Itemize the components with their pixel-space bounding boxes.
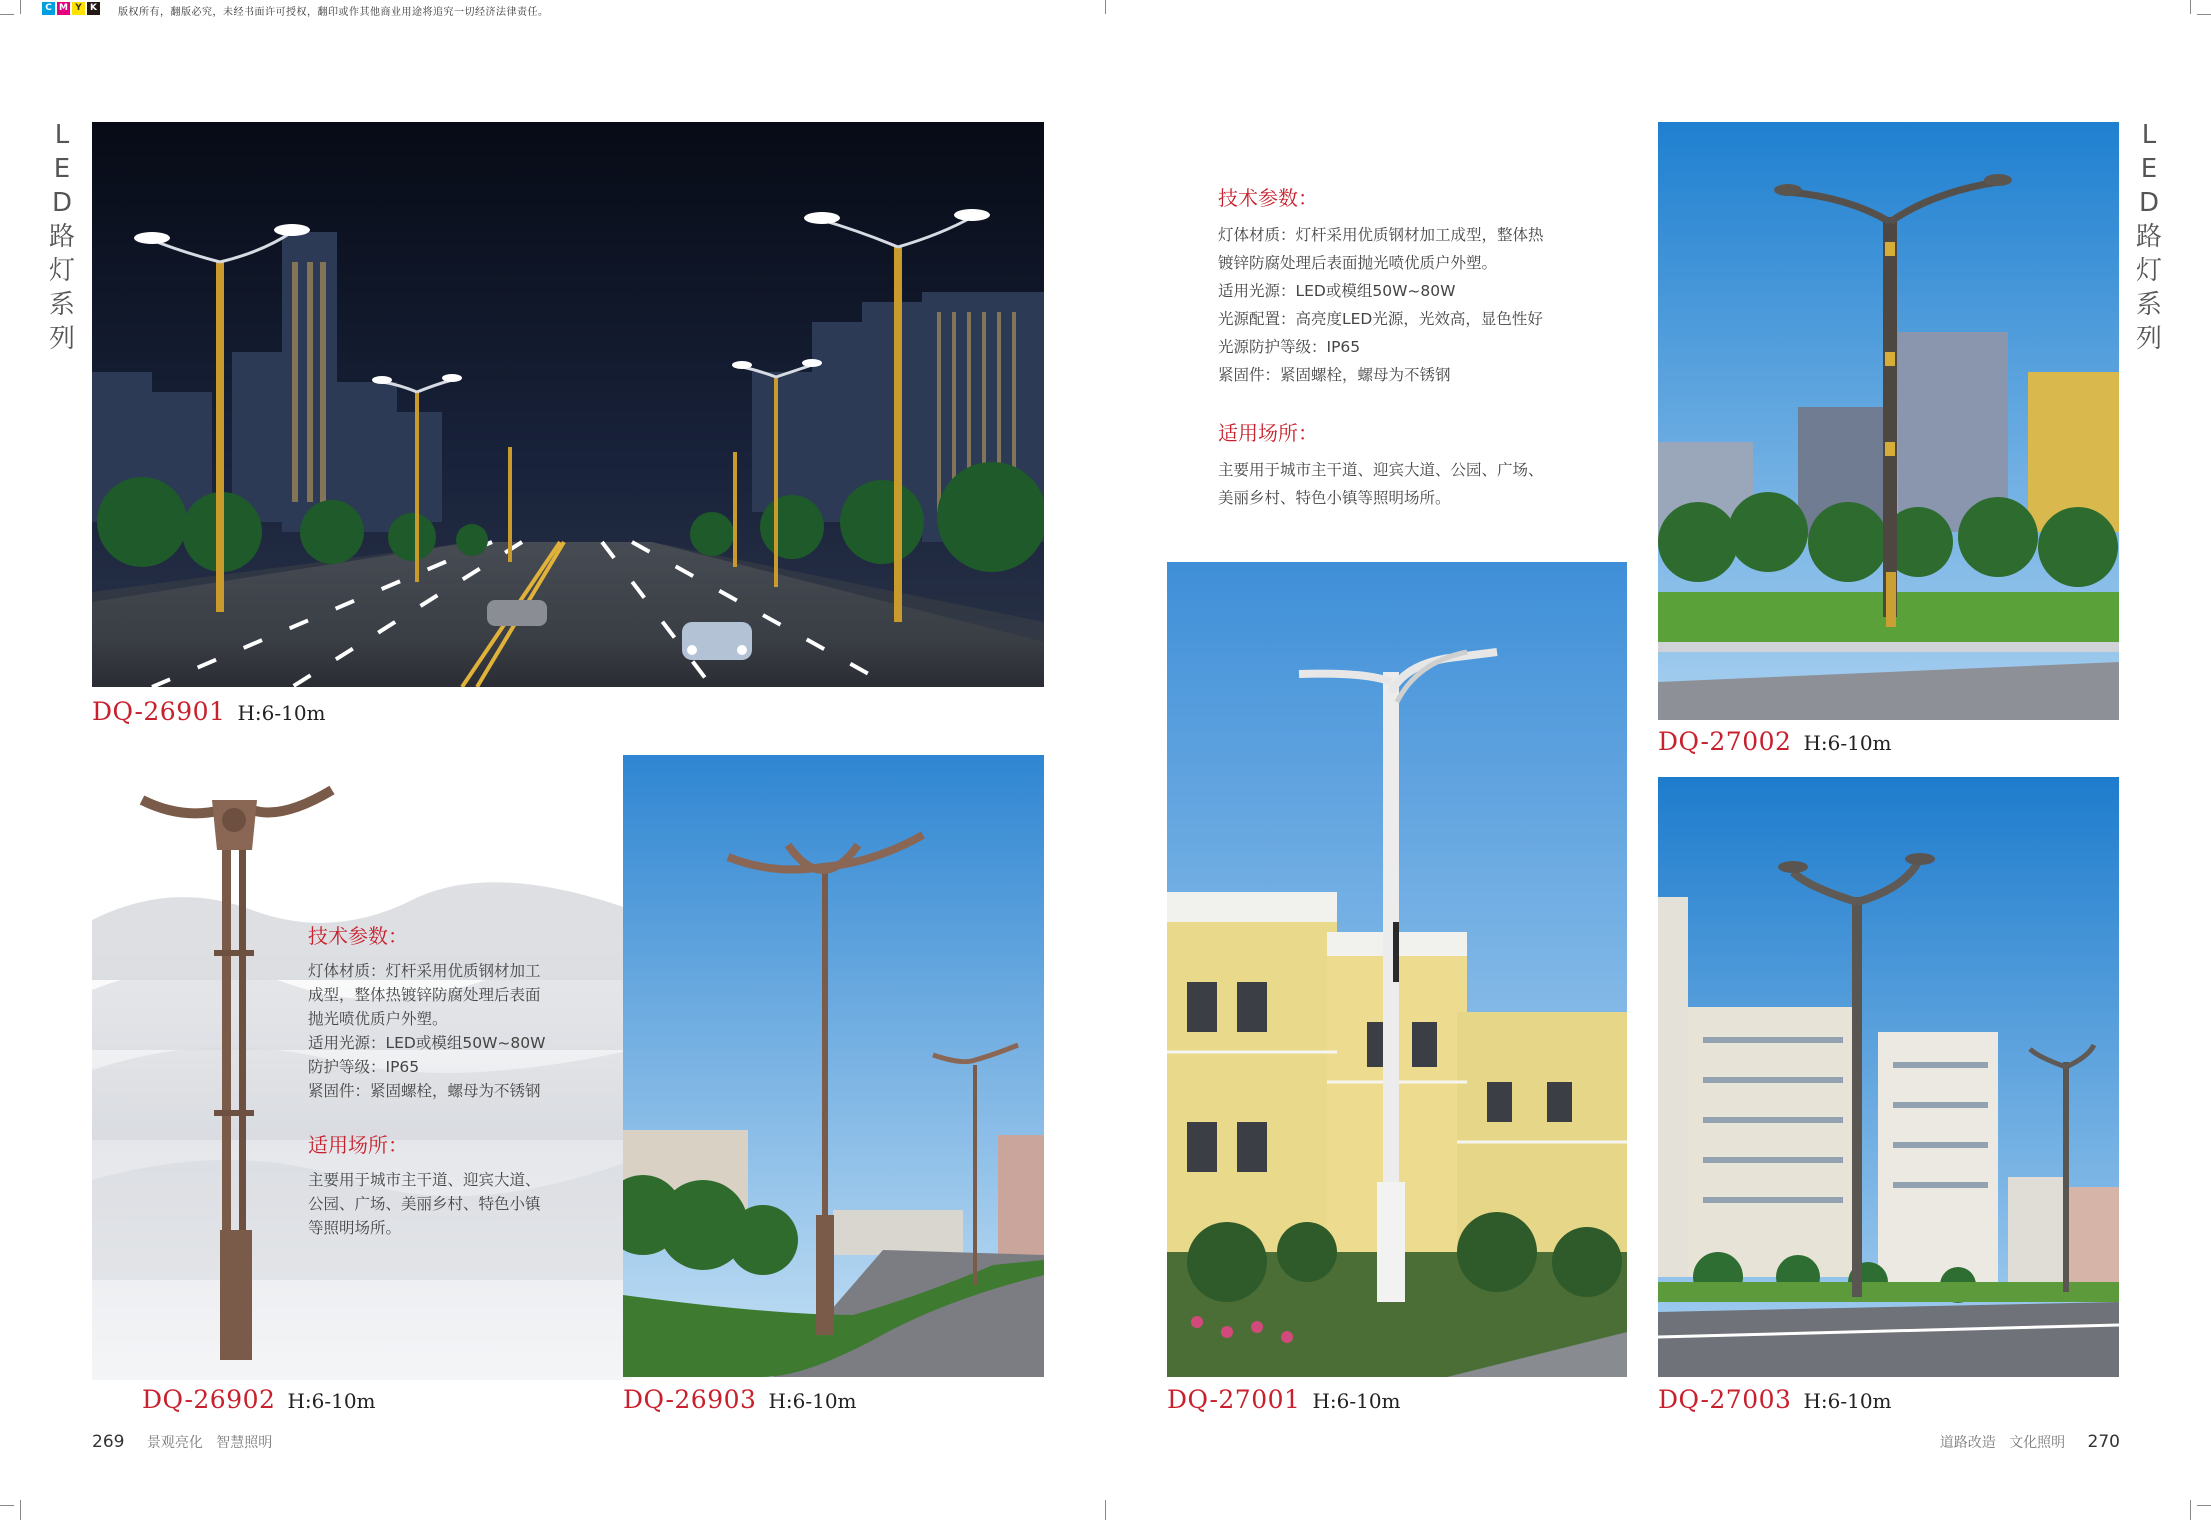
spec-block-left: [308, 920, 608, 1240]
footer-slogan: 景观亮化 智慧照明: [146, 1435, 273, 1451]
caption-dq-26902: [142, 1385, 376, 1414]
caption-dq-27001: [1167, 1385, 1401, 1414]
model-number: DQ-27001: [1167, 1385, 1301, 1414]
crop-mark: [2197, 14, 2211, 15]
spec-line: 灯体材质：灯杆采用优质钢材加工成型，整体热: [1218, 226, 1544, 244]
model-number: DQ-27002: [1658, 727, 1792, 756]
pole-height: H:6-10m: [287, 1389, 376, 1413]
photo-dq-27001: [1167, 562, 1627, 1377]
footer-left: [92, 1432, 272, 1452]
photo-dq-26903: [623, 755, 1044, 1377]
crop-mark: [0, 1505, 14, 1506]
spec-line: 适用光源：LED或模组50W~80W: [308, 1034, 546, 1052]
cmyk-y: Y: [72, 2, 85, 15]
crop-mark: [0, 14, 14, 15]
spec-line: 抛光喷优质户外塑。: [308, 1010, 448, 1028]
spec-line: 光源配置：高亮度LED光源，光效高，显色性好: [1218, 310, 1543, 328]
model-number: DQ-26901: [92, 697, 226, 726]
spec-line: 紧固件：紧固螺栓，螺母为不锈钢: [1218, 366, 1451, 384]
pole-height: H:6-10m: [1312, 1389, 1401, 1413]
spec-line: 灯体材质：灯杆采用优质钢材加工: [308, 962, 541, 980]
pole-height: H:6-10m: [1803, 1389, 1892, 1413]
tech-params-heading: 技术参数：: [308, 924, 408, 948]
footer-slogan: 道路改造 文化照明: [1939, 1435, 2066, 1451]
pole-height: H:6-10m: [768, 1389, 857, 1413]
page-number: 270: [2087, 1432, 2120, 1452]
usage-line: 公园、广场、美丽乡村、特色小镇: [308, 1195, 541, 1213]
spec-block-right: [1218, 182, 1638, 512]
model-number: DQ-27003: [1658, 1385, 1792, 1414]
caption-dq-27002: [1658, 727, 1892, 756]
usage-line: 等照明场所。: [308, 1219, 402, 1237]
spec-line: 光源防护等级：IP65: [1218, 338, 1361, 356]
caption-dq-27003: [1658, 1385, 1892, 1414]
series-title-left: LED路灯系列: [48, 120, 75, 354]
cmyk-k: K: [87, 2, 100, 15]
model-number: DQ-26903: [623, 1385, 757, 1414]
photo-dq-26901: [92, 122, 1044, 687]
caption-dq-26901: [92, 697, 326, 726]
pole-height: H:6-10m: [237, 701, 326, 725]
spec-line: 防护等级：IP65: [308, 1058, 420, 1076]
crop-mark: [2190, 1500, 2191, 1520]
caption-dq-26903: [623, 1385, 857, 1414]
crop-mark: [20, 1500, 21, 1520]
spec-line: 成型，整体热镀锌防腐处理后表面: [308, 986, 541, 1004]
usage-line: 美丽乡村、特色小镇等照明场所。: [1218, 489, 1451, 507]
model-number: DQ-26902: [142, 1385, 276, 1414]
crop-mark: [2197, 1505, 2211, 1506]
crop-mark: [20, 0, 21, 14]
photo-dq-27003: [1658, 777, 2119, 1377]
photo-dq-27002: [1658, 122, 2119, 720]
copyright-notice: 版权所有，翻版必究，未经书面许可授权，翻印或作其他商业用途将追究一切经济法律责任。: [118, 7, 549, 18]
cmyk-m: M: [57, 2, 70, 15]
crop-mark: [1105, 0, 1106, 14]
tech-params-heading: 技术参数：: [1218, 186, 1318, 210]
usage-line: 主要用于城市主干道、迎宾大道、: [308, 1171, 541, 1189]
spec-line: 镀锌防腐处理后表面抛光喷优质户外塑。: [1218, 254, 1498, 272]
cmyk-c: C: [42, 2, 55, 15]
pole-height: H:6-10m: [1803, 731, 1892, 755]
crop-mark: [1105, 1500, 1106, 1520]
series-title-right: LED路灯系列: [2135, 120, 2162, 354]
usage-heading: 适用场所：: [308, 1133, 408, 1157]
usage-line: 主要用于城市主干道、迎宾大道、公园、广场、: [1218, 461, 1544, 479]
spec-line: 紧固件：紧固螺栓，螺母为不锈钢: [308, 1082, 541, 1100]
cmyk-color-bar: [42, 2, 100, 15]
usage-heading: 适用场所：: [1218, 421, 1318, 445]
footer-right: [1940, 1432, 2120, 1452]
crop-mark: [2190, 0, 2191, 14]
spec-line: 适用光源：LED或模组50W~80W: [1218, 282, 1456, 300]
page-number: 269: [92, 1432, 125, 1452]
